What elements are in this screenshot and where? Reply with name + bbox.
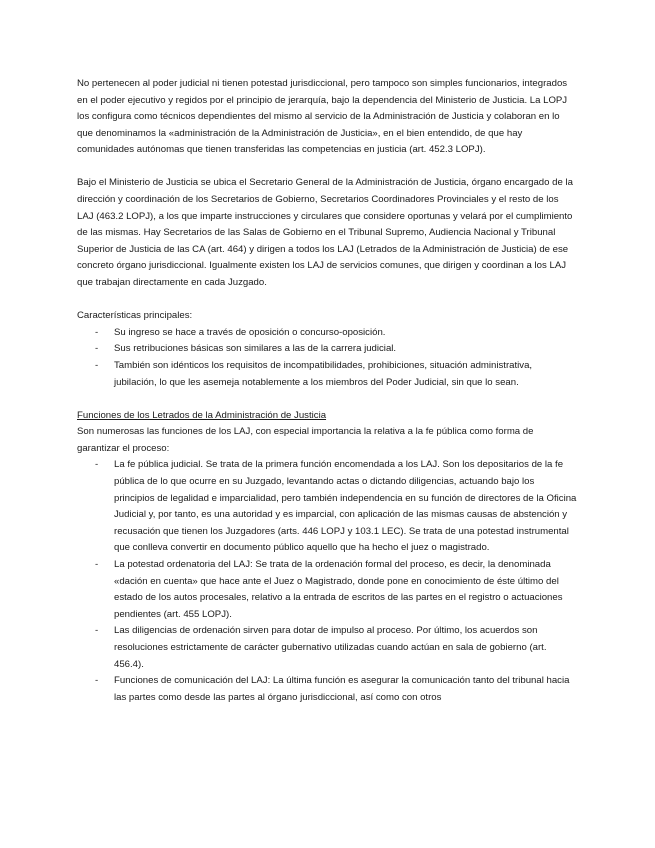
list-item-text: Su ingreso se hace a través de oposición o concurso-oposición. bbox=[114, 326, 386, 338]
bullet-dash: - bbox=[95, 343, 99, 355]
bullet-dash: - bbox=[95, 675, 99, 687]
intro-paragraph-1: No pertenecen al poder judicial ni tienen potestad jurisdiccional, pero tampoco son simples funcionarios, integrados en el poder ejecutivo y regidos por el principio de jerarquía, bajo la dependencia del Ministerio de Justicia. La LOPJ los configura como técnicos dependientes del mismo al servicio de la Administración de Justicia y colaboran en lo que denominamos la «administración de la Administración de Justicia», en el bien entendido, de que hay comunidades autónomas que tienen transferidas las competencias en justicia (art. 452.3 LOPJ). bbox=[77, 78, 568, 156]
list-item bbox=[77, 623, 577, 673]
list-item-text: También son idénticos los requisitos de incompatibilidades, prohibiciones, situación administrativa, jubilación, lo que les asemeja notablemente a los miembros del Poder Judicial, sin que lo sean. bbox=[114, 359, 533, 388]
list-item-text: Sus retribuciones básicas son similares a las de la carrera judicial. bbox=[114, 343, 397, 355]
list-item bbox=[77, 341, 577, 358]
list-item bbox=[77, 457, 577, 557]
list-item-text: Las diligencias de ordenación sirven para dotar de impulso al proceso. Por último, los acuerdos son resoluciones estrictamente de carácter gubernativo utilizadas cuando actúan en sala de gobierno (art. 456.4). bbox=[114, 625, 547, 670]
functions-heading: Funciones de los Letrados de la Administración de Justicia bbox=[77, 409, 327, 421]
functions-intro: Son numerosas las funciones de los LAJ, con especial importancia la relativa a la fe pública como forma de garantizar el proceso: bbox=[77, 426, 534, 454]
list-item bbox=[77, 325, 577, 342]
bullet-dash: - bbox=[95, 625, 99, 637]
bullet-dash: - bbox=[95, 459, 99, 471]
list-item-text: Funciones de comunicación del LAJ: La última función es asegurar la comunicación tanto del tribunal hacia las partes como desde las partes al órgano jurisdiccional, así como con otros bbox=[114, 675, 570, 703]
bullet-dash: - bbox=[95, 326, 99, 338]
intro-paragraph-2: Bajo el Ministerio de Justicia se ubica el Secretario General de la Administración de Justicia, órgano encargado de la dirección y coordinación de los Secretarios de Gobierno, Secretarios Coordinadores Provinciales y el resto de los LAJ (463.2 LOPJ), a los que imparte instrucciones y circulares que considere oportunas y velará por el cumplimiento de las mismas. Hay Secretarios de las Salas de Gobierno en el Tribunal Supremo, Audiencia Nacional y Tribunal Superior de Justicia de las CA (art. 464) y dirigen a todos los LAJ (Letrados de la Administración de Justicia) de ese concreto órgano jurisdiccional. Igualmente existen los LAJ de servicios comunes, que dirigen y coordinan a los LAJ que trabajan directamente en cada Juzgado. bbox=[77, 177, 573, 289]
bullet-dash: - bbox=[95, 558, 99, 570]
list-item-text: La potestad ordenatoria del LAJ: Se trata de la ordenación formal del proceso, es decir, la denominada «dación en cuenta» que hace ante el Juez o Magistrado, donde pone en conocimiento de éste último del estado de los autos procesales, relativo a la entrada de escritos de las partes en el registro o actuaciones pendientes (art. 455 LOPJ). bbox=[114, 558, 563, 620]
list-item-text: La fe pública judicial. Se trata de la primera función encomendada a los LAJ. Son los depositarios de la fe pública de lo que ocurre en su Juzgado, levantando actas o dictando diligencias, actuando bajo los principios de legalidad e imparcialidad, pero también independencia en su función de directores de la Oficina Judicial y, por tanto, es una autoridad y es imparcial, con aplicación de las mismas causas de abstención y recusación que tienen los Juzgadores (arts. 446 LOPJ y 103.1 LEC). Se trata de una potestad instrumental que conlleva convertir en documento público aquello que ha hecho el juez o magistrado. bbox=[114, 459, 577, 554]
list-item bbox=[77, 557, 577, 623]
characteristics-list bbox=[77, 325, 577, 391]
document-body bbox=[77, 76, 577, 706]
paragraph-gap bbox=[77, 292, 577, 309]
bullet-dash: - bbox=[95, 359, 99, 371]
paragraph-gap bbox=[77, 159, 577, 176]
functions-list bbox=[77, 457, 577, 706]
characteristics-title: Características principales: bbox=[77, 310, 193, 322]
paragraph-gap bbox=[77, 391, 577, 408]
list-item bbox=[77, 358, 577, 391]
list-item bbox=[77, 673, 577, 706]
